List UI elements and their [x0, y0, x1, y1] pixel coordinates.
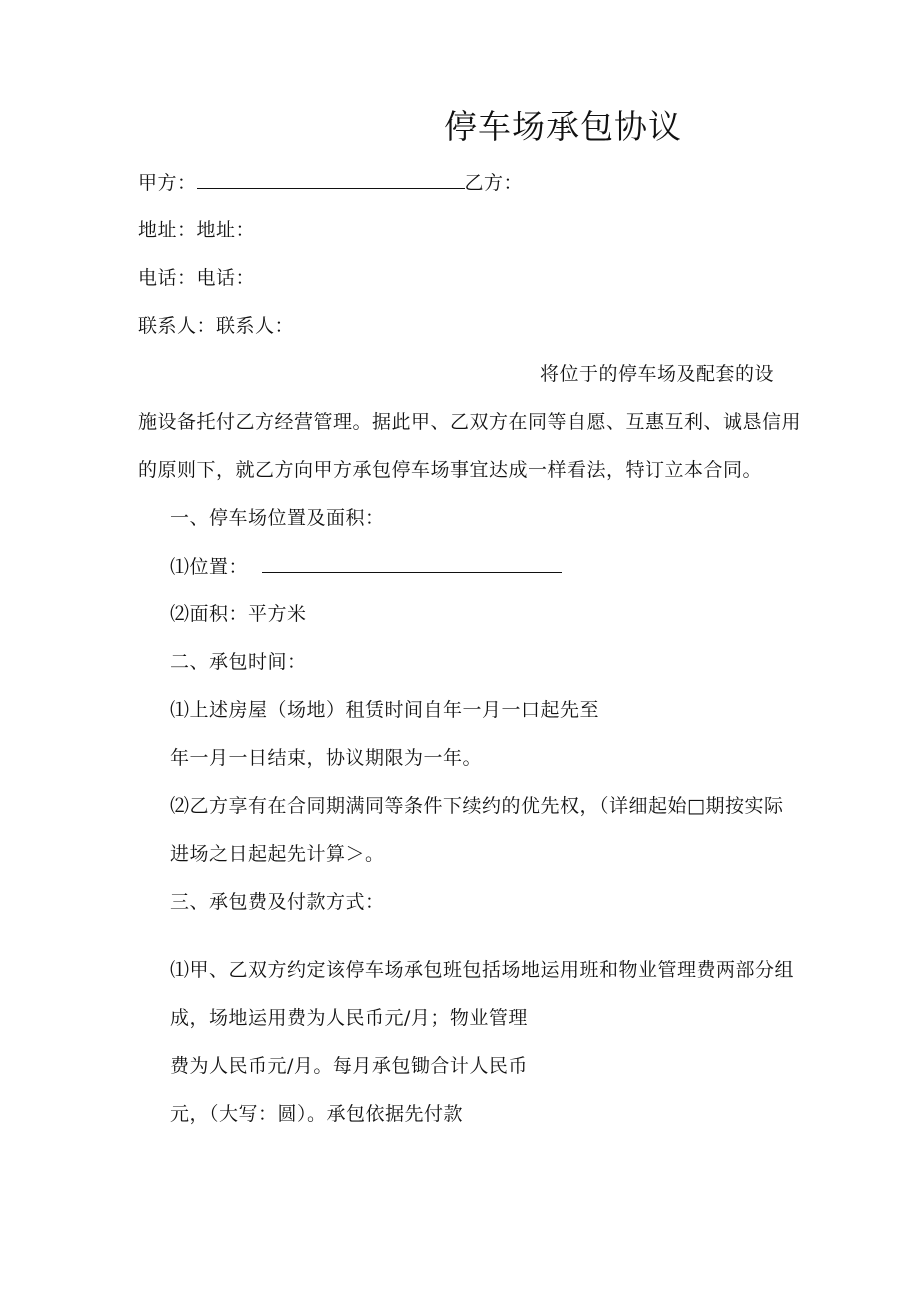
- section-3-heading: 三、承包费及付款方式：: [170, 891, 385, 913]
- party-a-blank: [197, 170, 465, 189]
- s1-location-label: ⑴位置：: [170, 556, 249, 578]
- party-line: [138, 170, 523, 195]
- intro-line-3: 的原则下，就乙方向甲方承包停车场事宜达成一样看法，特订立本合同。: [138, 459, 763, 481]
- intro-line-2: 施设备托付乙方经营管理。据此甲、乙双方在同等自愿、互惠互利、诚恳信用: [138, 411, 802, 433]
- s3-p1-line-1: ⑴甲、乙双方约定该停车场承包班包括场地运用班和物业管理费两部分组: [170, 959, 795, 981]
- s1-location-line: [170, 554, 562, 579]
- s3-p1-line-3: 费为人民币元/月。每月承包锄合计人民币: [170, 1055, 528, 1077]
- section-1-heading: 一、停车场位置及面积：: [170, 507, 385, 529]
- s2-p2-line-2: 进场之日起起先计算＞。: [170, 843, 385, 865]
- address-line: 地址：地址：: [138, 219, 256, 241]
- section-2-heading: 二、承包时间：: [170, 651, 307, 673]
- s3-p1-line-2: 成，场地运用费为人民币元/月；物业管理: [170, 1007, 528, 1029]
- contact-line: 联系人：联系人：: [138, 315, 295, 337]
- document-title: 停车场承包协议: [444, 107, 682, 146]
- s3-p1-line-4: 元，（大写：圆）。承包依据先付款: [170, 1103, 464, 1125]
- party-b-label: 乙方：: [464, 172, 524, 194]
- s2-p1-line-1: ⑴上述房屋（场地）租赁时间自年一月一口起先至: [170, 699, 600, 721]
- s1-area-line: ⑵面积：平方米: [170, 603, 307, 625]
- party-a-label: 甲方：: [138, 172, 197, 194]
- s1-location-blank: [262, 554, 562, 573]
- s2-p1-line-2: 年一月一日结束，协议期限为一年。: [170, 747, 483, 769]
- s2-p2-line-1: ⑵乙方享有在合同期满同等条件下续约的优先权，（详细起始□期按实际: [170, 795, 784, 817]
- phone-line: 电话：电话：: [138, 267, 256, 289]
- intro-line-1: 将位于的停车场及配套的设: [540, 363, 775, 385]
